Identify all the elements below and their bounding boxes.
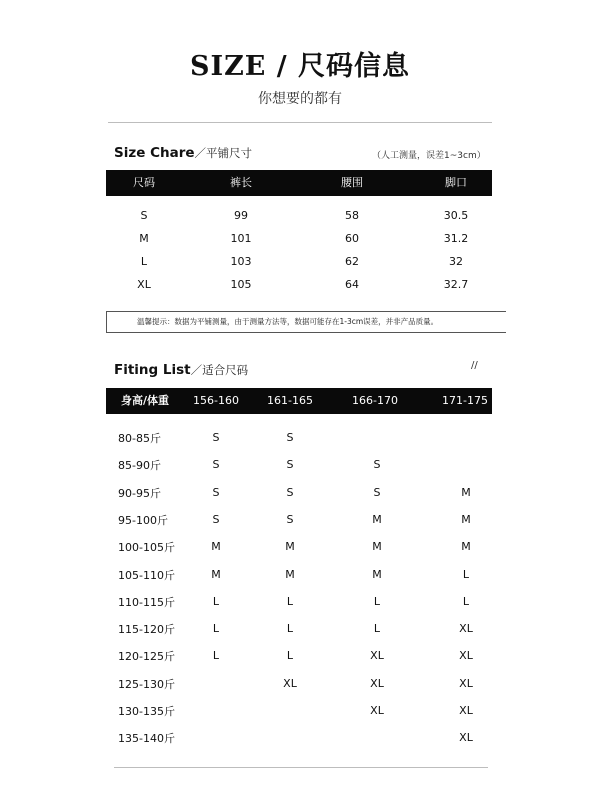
size-chart-cell: 32 <box>449 255 463 268</box>
measure-note: （人工测量，误差1~3cm） <box>372 151 486 161</box>
waist-col-header: 腰围 <box>341 176 363 189</box>
size-chart-cell: S <box>140 209 148 222</box>
fit-size-cell: S <box>286 512 294 526</box>
fit-size-cell: M <box>461 540 471 554</box>
bottom-divider <box>114 767 488 768</box>
fit-size-cell: M <box>461 512 471 526</box>
fit-size-cell: M <box>211 567 221 581</box>
height-col-4: 171-175 <box>442 394 488 407</box>
fit-size-cell: S <box>373 458 381 472</box>
fit-size-cell: S <box>373 485 381 499</box>
height-weight-header: 身高/体重 <box>120 394 170 407</box>
size-chart-cell: XL <box>137 278 151 291</box>
fit-size-cell: M <box>372 567 382 581</box>
fitting-list-heading-cn: ／适合尺码 <box>190 363 249 377</box>
height-col-2: 161-165 <box>267 394 313 407</box>
top-divider <box>108 122 492 123</box>
size-chart-cell: L <box>140 255 148 268</box>
fit-size-cell: XL <box>459 676 473 690</box>
fit-size-cell: M <box>285 540 295 554</box>
fit-size-cell: S <box>286 485 294 499</box>
size-chart-cell: 58 <box>345 209 359 222</box>
size-chart-heading-cn: ／平铺尺寸 <box>194 146 253 160</box>
weight-label: 115-120斤 <box>118 623 175 637</box>
fit-size-cell: M <box>285 567 295 581</box>
fit-size-cell: M <box>372 512 382 526</box>
weight-label: 85-90斤 <box>118 459 161 473</box>
fit-size-cell: XL <box>459 622 473 636</box>
size-chart-cell: 101 <box>230 232 252 245</box>
weight-label: 130-135斤 <box>118 705 175 718</box>
size-chart-cell: 62 <box>345 255 359 268</box>
page-title: SIZE / 尺码信息 <box>189 51 411 82</box>
fit-size-cell: M <box>461 485 471 499</box>
size-chart-cell: 105 <box>230 278 252 291</box>
size-chart-cell: 31.2 <box>443 232 469 245</box>
page-subtitle: 你想要的都有 <box>258 91 342 107</box>
fit-size-cell: L <box>373 622 381 636</box>
length-col-header: 裤长 <box>230 176 252 189</box>
fit-size-cell: XL <box>370 649 384 663</box>
hem-col-header: 脚口 <box>445 176 467 189</box>
fit-size-cell: L <box>212 594 220 608</box>
size-chart-cell: 60 <box>345 232 359 245</box>
weight-label: 95-100斤 <box>118 513 168 527</box>
weight-label: 135-140斤 <box>118 732 175 746</box>
size-chart-heading-en: Size Chare <box>114 145 195 161</box>
size-chart-cell: 99 <box>234 209 248 222</box>
fitting-list-heading-en: Fiting List <box>114 362 191 378</box>
fit-size-cell: L <box>212 622 220 636</box>
fit-size-cell: M <box>372 540 382 554</box>
fit-size-cell: XL <box>459 704 473 717</box>
size-col-header: 尺码 <box>133 176 155 189</box>
weight-label: 90-95斤 <box>118 486 161 500</box>
weight-label: 120-125斤 <box>118 650 175 664</box>
decor-mark: // <box>471 360 478 371</box>
size-chart-cell: M <box>139 232 149 245</box>
fit-size-cell: XL <box>459 649 473 663</box>
weight-label: 125-130斤 <box>118 677 175 691</box>
weight-label: 100-105斤 <box>118 541 175 555</box>
size-chart-cell: 103 <box>230 255 252 268</box>
fit-size-cell: S <box>286 431 294 444</box>
size-chart-header <box>106 170 492 196</box>
size-chart-cell: 32.7 <box>443 278 469 291</box>
fit-size-cell: S <box>212 512 220 526</box>
height-col-3: 166-170 <box>352 394 398 407</box>
fit-size-cell: L <box>373 594 381 608</box>
fit-size-cell: XL <box>370 704 384 717</box>
fit-size-cell: L <box>286 594 294 608</box>
fit-size-cell: XL <box>370 676 384 690</box>
fit-size-cell: L <box>286 622 294 636</box>
fit-size-cell: S <box>212 458 220 472</box>
fit-size-cell: XL <box>283 676 297 690</box>
weight-label: 105-110斤 <box>118 568 175 582</box>
size-chart-cell: 64 <box>345 278 359 291</box>
warm-notice: 温馨提示：数据为平铺测量，由于测量方法等，数据可能存在1-3cm误差，并非产品质量。 <box>106 311 506 333</box>
fit-size-cell: L <box>462 567 470 581</box>
fit-size-cell: L <box>286 649 294 663</box>
fit-size-cell: XL <box>459 731 473 745</box>
fit-size-cell: M <box>211 540 221 554</box>
size-chart-heading <box>114 145 252 161</box>
weight-label: 110-115斤 <box>118 595 175 609</box>
fit-size-cell: L <box>462 594 470 608</box>
fit-size-cell: S <box>286 458 294 472</box>
fit-size-cell: S <box>212 431 220 444</box>
fitting-list-header <box>106 388 492 414</box>
size-chart-cell: 30.5 <box>443 209 469 222</box>
fitting-list-heading <box>114 362 248 378</box>
height-col-1: 156-160 <box>193 394 239 407</box>
weight-label: 80-85斤 <box>118 432 161 445</box>
fit-size-cell: L <box>212 649 220 663</box>
fit-size-cell: S <box>212 485 220 499</box>
